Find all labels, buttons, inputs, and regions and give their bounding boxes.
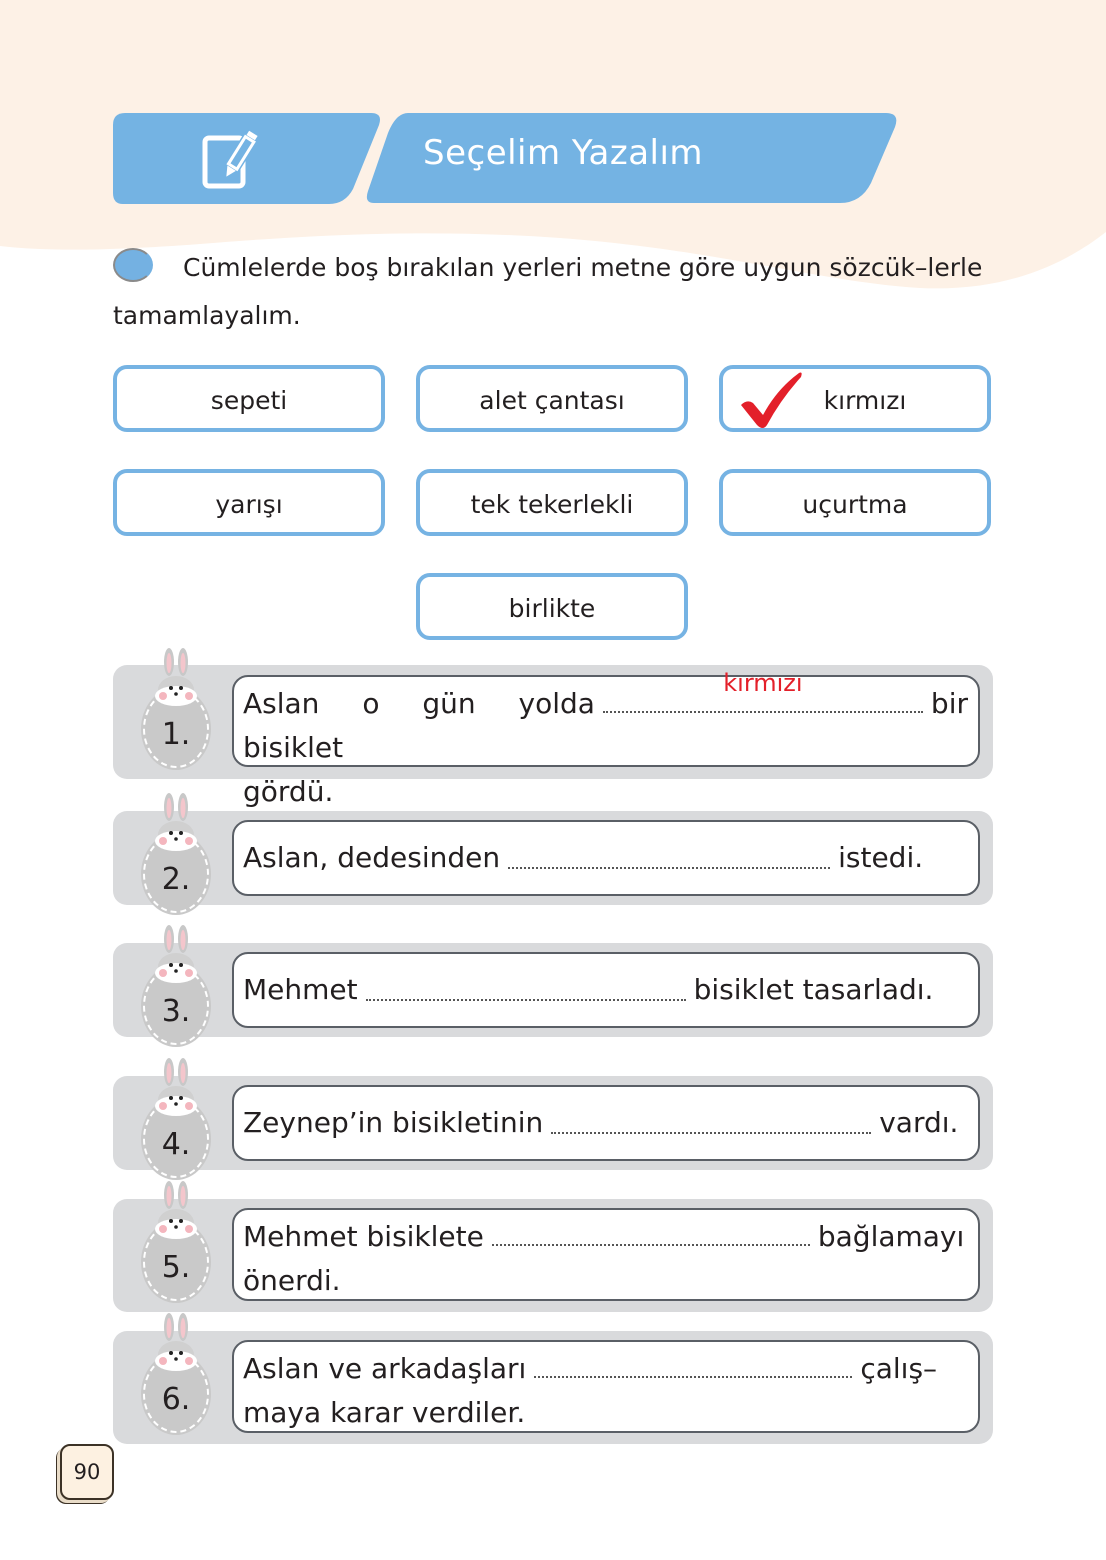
question-box: Mehmet bisiklet tasarladı. [232, 952, 980, 1028]
page-title: Seçelim Yazalım [423, 133, 704, 173]
word-option-alet-cantasi[interactable]: alet çantası [416, 365, 688, 432]
bunny-icon [151, 1181, 201, 1247]
question-box: Aslan ve arkadaşları çalış– maya karar verdiler. [232, 1340, 980, 1433]
bunny-icon [151, 1313, 201, 1379]
bunny-icon [151, 648, 201, 714]
answer-blank[interactable] [492, 1224, 810, 1246]
word-option-ucurtma[interactable]: uçurtma [719, 469, 991, 536]
word-option-sepeti[interactable]: sepeti [113, 365, 385, 432]
question-row [113, 943, 993, 1037]
bunny-icon [151, 925, 201, 991]
question-box: Zeynep’in bisikletinin vardı. [232, 1085, 980, 1161]
answer-blank[interactable] [603, 669, 923, 713]
question-box: Aslan, dedesinden istedi. [232, 820, 980, 896]
answer-blank[interactable] [551, 1112, 871, 1134]
word-option-birlikte[interactable]: birlikte [416, 573, 688, 640]
answer-blank[interactable] [534, 1356, 852, 1378]
checkmark-icon [737, 371, 803, 431]
filled-answer: kırmızı [723, 669, 803, 697]
bunny-icon [151, 1058, 201, 1124]
question-row [113, 1331, 993, 1444]
question-box: Mehmet bisiklete bağlamayı önerdi. [232, 1208, 980, 1301]
answer-blank[interactable] [366, 979, 686, 1001]
question-row [113, 1199, 993, 1312]
instruction-text: Cümlelerde boş bırakılan yerleri metne göre uygun sözcük–lerle tamamlayalım. [113, 244, 993, 340]
word-option-yarisi[interactable]: yarışı [113, 469, 385, 536]
edit-note-icon [200, 128, 260, 190]
word-option-tek-tekerlekli[interactable]: tek tekerlekli [416, 469, 688, 536]
question-row [113, 811, 993, 905]
page-number: 90 [60, 1444, 114, 1500]
answer-blank[interactable] [508, 847, 830, 869]
bullet-icon [113, 248, 153, 282]
question-row [113, 1076, 993, 1170]
question-box: Aslan o gün yolda kırmızı bir bisiklet gördü. [232, 675, 980, 767]
word-option-kirmizi[interactable]: kırmızı [719, 365, 991, 432]
question-row [113, 665, 993, 808]
bunny-icon [151, 793, 201, 859]
